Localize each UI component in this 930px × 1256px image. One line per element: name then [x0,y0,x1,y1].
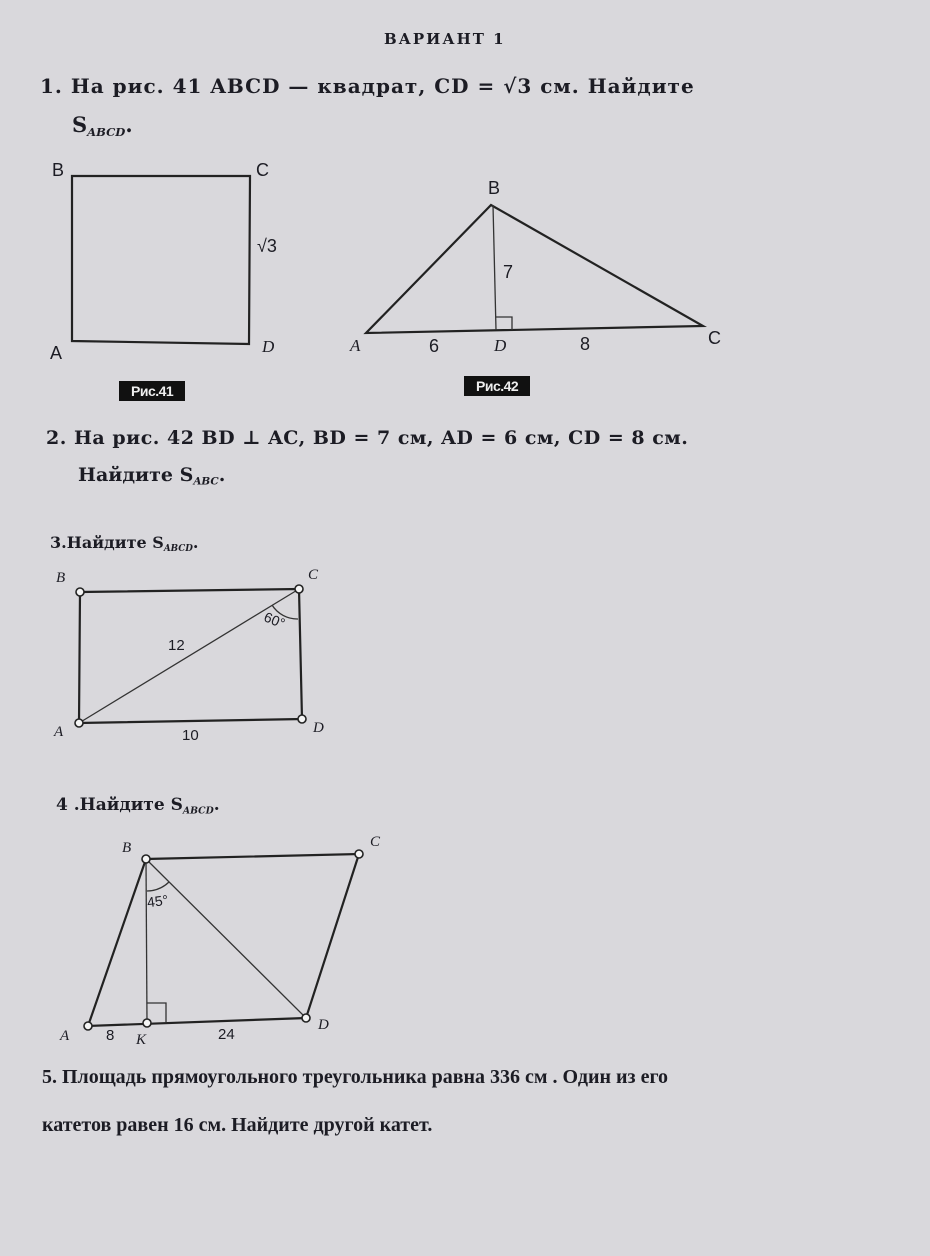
fig3-label-c: C [308,567,319,583]
fig42-label-height: 7 [503,262,514,282]
task1-text: 1. На рис. 41 ABCD — квадрат, CD = √3 см. Найдите [40,74,695,98]
fig4-label-a: A [60,1028,70,1044]
fig41-label-a: A [50,343,63,363]
figure-41-caption: Рис.41 [119,381,185,401]
task2-text: 2. На рис. 42 BD ⊥ AC, BD = 7 см, AD = 6 см, CD = 8 см. [46,427,689,449]
parallelogram-abcd [88,854,359,1026]
fig4-label-kd: 24 [218,1026,235,1043]
point-a4 [84,1022,92,1030]
variant-title: ВАРИАНТ 1 [384,30,506,48]
fig42-label-d: D [494,336,507,355]
task5-line2: катетов равен 16 см. Найдите другой катет. [42,1114,433,1136]
fig4-label-d: D [318,1017,329,1033]
point-b4 [142,855,150,863]
fig4-label-b: B [122,840,132,856]
fig4-label-angle: 45° [145,891,170,911]
fig41-label-b: B [52,160,65,180]
fig41-label-side: √3 [257,236,277,256]
point-k4 [143,1019,151,1027]
fig42-label-c: C [708,328,721,348]
diagonal-bd [146,859,306,1018]
fig3-label-diagonal: 12 [168,637,185,654]
fig4-label-k: K [136,1032,147,1048]
task2-find: Найдите $S_{ABC}$. [78,464,226,488]
task5-line1: 5. Площадь прямоугольного треугольника равна 336 см . Один из его [42,1066,669,1088]
fig3-label-d: D [313,720,324,736]
fig42-label-b: B [488,178,501,198]
figure-42-caption: Рис.42 [464,376,530,396]
fig42-label-ad: 6 [429,336,440,356]
fig4-label-c: C [370,834,381,850]
task4-heading: 4 .Найдите $S_{ABCD}$. [56,795,220,817]
angle-arc-45 [147,882,169,891]
fig3-label-base: 10 [182,727,199,744]
fig41-label-c: C [256,160,269,180]
fig3-label-angle: 60° [261,608,288,632]
point-c4 [355,850,363,858]
fig42-label-a: A [350,336,361,355]
task1-find: $S_{ABCD}$. [72,112,133,140]
fig4-label-ak: 8 [106,1027,115,1044]
fig42-label-dc: 8 [580,334,591,354]
point-d4 [302,1014,310,1022]
height-bk [146,859,147,1023]
fig41-label-d: D [262,337,275,356]
fig3-label-a: A [54,724,64,740]
task3-heading: 3.Найдите $S_{ABCD}$. [50,533,199,555]
fig3-label-b: B [56,570,66,586]
